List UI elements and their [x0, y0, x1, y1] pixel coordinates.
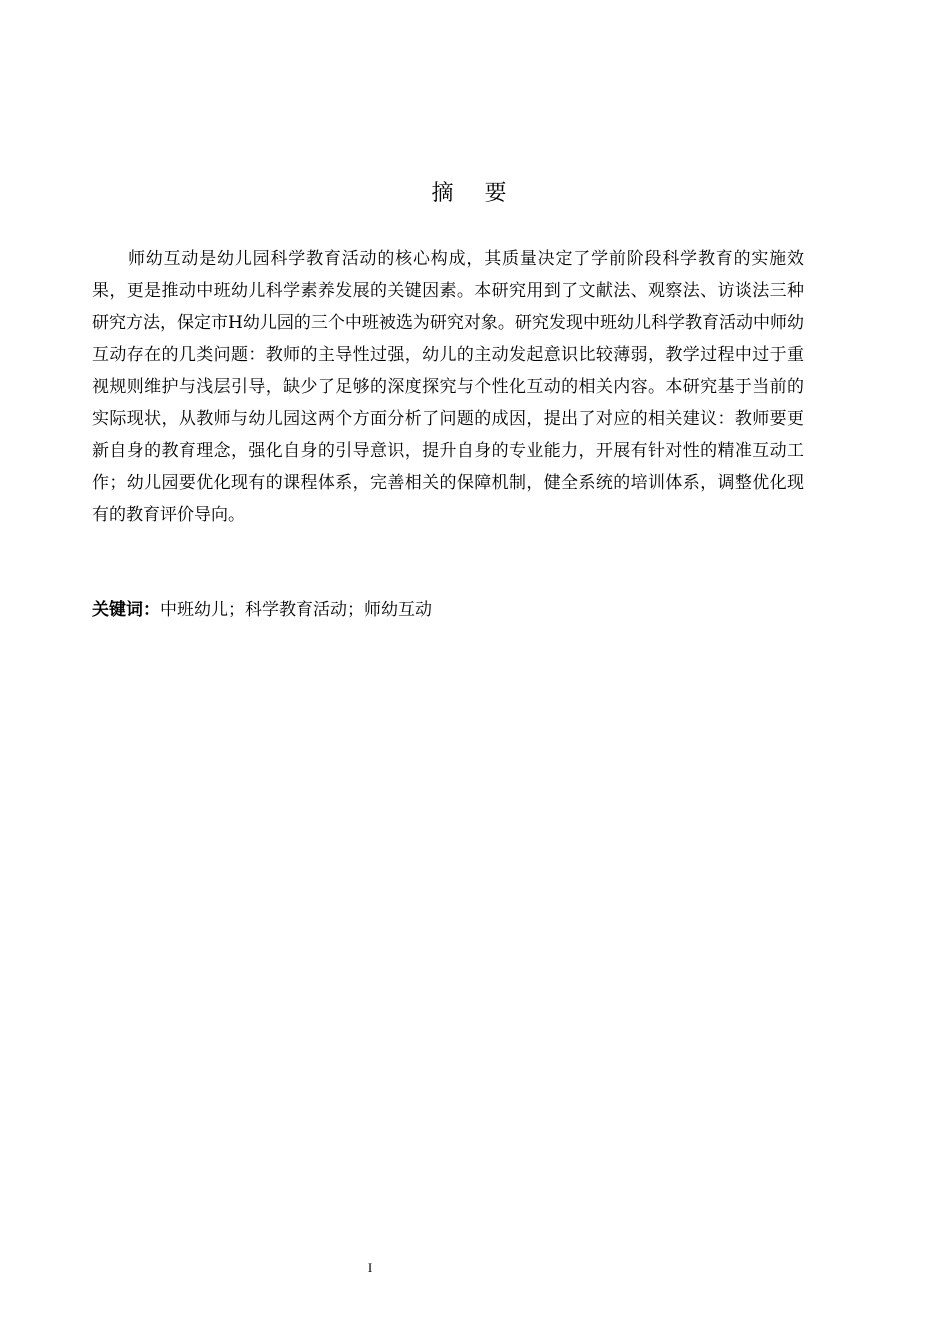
page-number: I: [367, 1260, 373, 1275]
keywords-text: 中班幼儿；科学教育活动；师幼互动: [160, 600, 432, 620]
abstract-title: 摘 要: [431, 181, 519, 206]
keywords-label: 关键词：: [92, 600, 160, 620]
keywords-line: [92, 594, 804, 626]
abstract-body: 师幼互动是幼儿园科学教育活动的核心构成，其质量决定了学前阶段科学教育的实施效果，更是推动中班幼儿科学素养发展的关键因素。本研究用到了文献法、观察法、访谈法三种研究方法，保定市H幼儿园的三个中班被选为研究对象。研究发现中班幼儿科学教育活动中师幼互动存在的几类问题：教师的主导性过强，幼儿的主动发起意识比较薄弱，教学过程中过于重视规则维护与浅层引导，缺少了足够的深度探究与个性化互动的相关内容。本研究基于当前的实际现状，从教师与幼儿园这两个方面分析了问题的成因，提出了对应的相关建议：教师要更新自身的教育理念，强化自身的引导意识，提升自身的专业能力，开展有针对性的精准互动工作；幼儿园要优化现有的课程体系，完善相关的保障机制，健全系统的培训体系，调整优化现有的教育评价导向。: [92, 249, 804, 525]
